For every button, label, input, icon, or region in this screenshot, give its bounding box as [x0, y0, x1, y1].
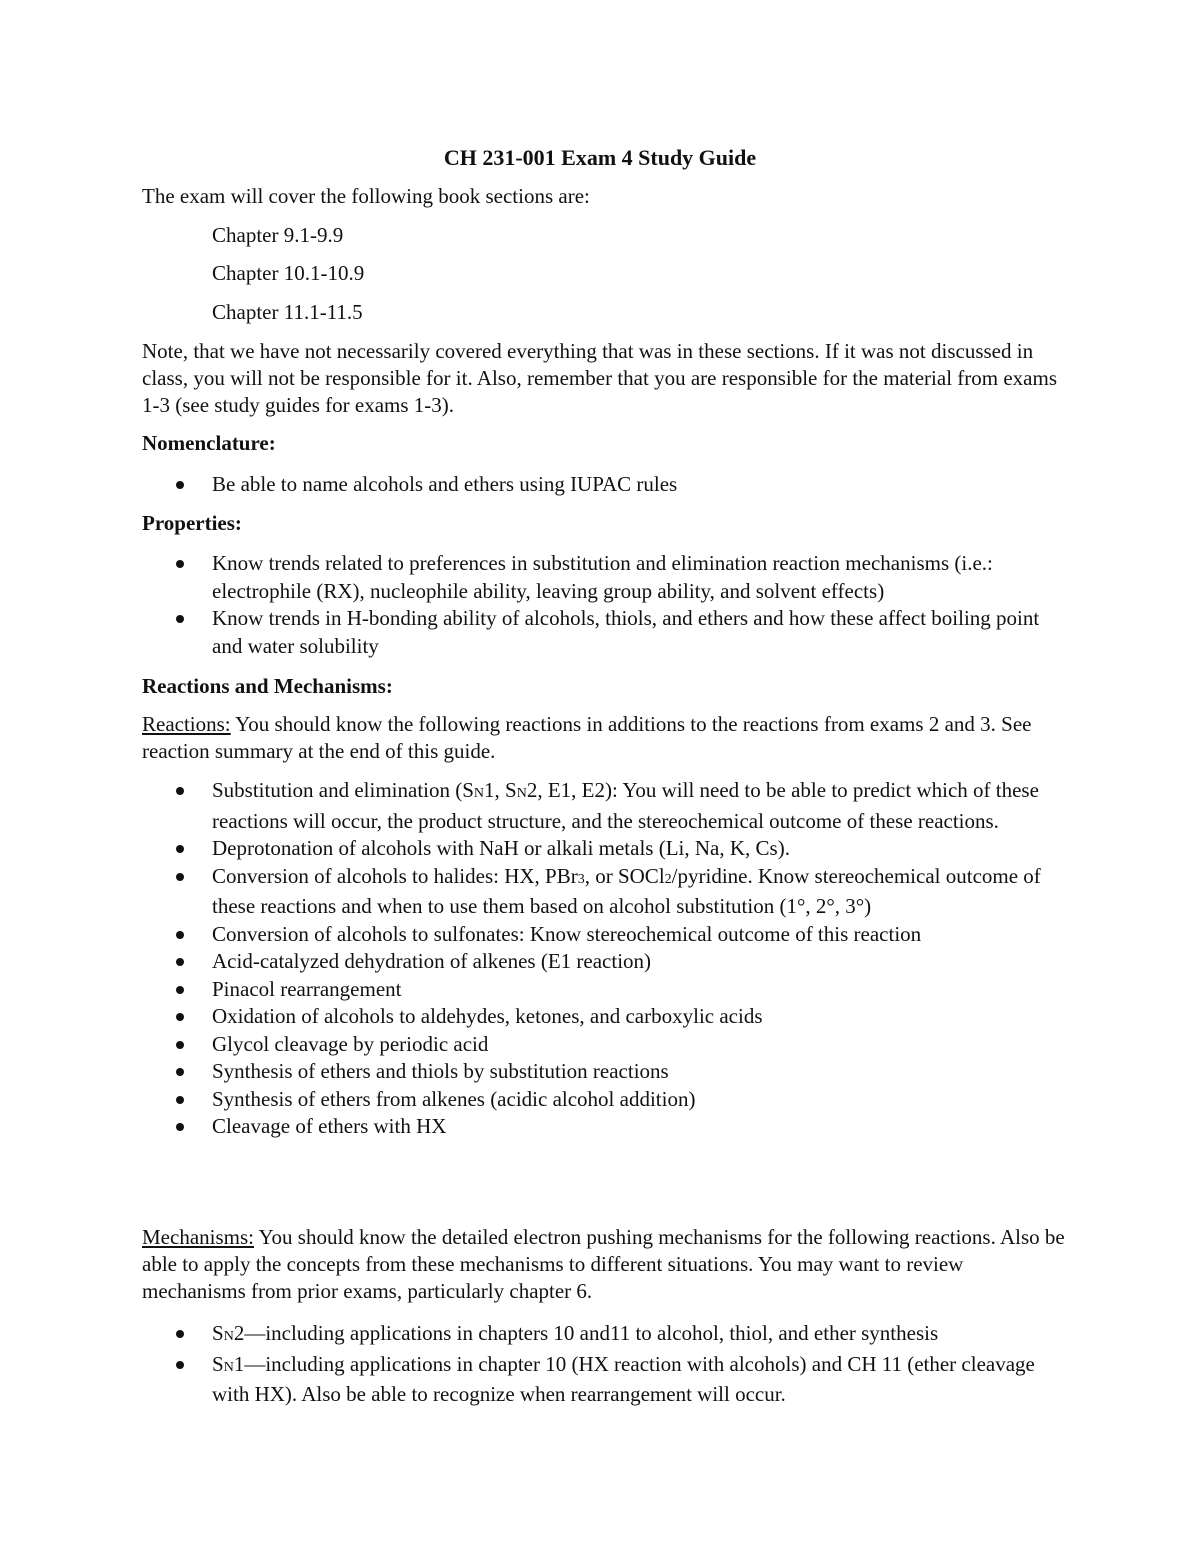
reactions-paragraph: [142, 711, 1067, 765]
list-item: Synthesis of ethers and thiols by substitution reactions: [142, 1058, 1067, 1086]
properties-list: [142, 550, 1067, 660]
note-paragraph: Note, that we have not necessarily covered everything that was in these sections. If it was not discussed in class, you will not be responsible for it. Also, remember that you are responsible for the material from exams 1-3 (see study guides for exams 1-3).: [142, 339, 1058, 417]
list-item: Cleavage of ethers with HX: [142, 1113, 1067, 1141]
chapter-line: Chapter 11.1-11.5: [212, 300, 363, 324]
mechanisms-intro: You should know the detailed electron pushing mechanisms for the following reactions. Also be able to apply the concepts from these mechanisms to different situations. You may want to review mechanisms from prior exams, particularly chapter 6.: [142, 1225, 1065, 1303]
list-item: Know trends in H-bonding ability of alcohols, thiols, and ethers and how these affect boiling point and water solubility: [142, 605, 1067, 660]
list-item: Conversion of alcohols to halides: HX, PBr3, or SOCl2/pyridine. Know stereochemical outcome of these reactions and when to use them based on alcohol substitution (1°, 2°, 3°): [142, 863, 1067, 921]
list-item: Substitution and elimination (SN1, SN2, E1, E2): You will need to be able to predict which of these reactions will occur, the product structure, and the stereochemical outcome of these reactions.: [142, 777, 1067, 835]
list-item: SN2—including applications in chapters 10 and11 to alcohol, thiol, and ether synthesis: [142, 1320, 1067, 1351]
list-item: Conversion of alcohols to sulfonates: Know stereochemical outcome of this reaction: [142, 921, 1067, 949]
list-item: Synthesis of ethers from alkenes (acidic alcohol addition): [142, 1086, 1067, 1114]
list-item: Be able to name alcohols and ethers using IUPAC rules: [142, 471, 1067, 499]
nomenclature-heading: Nomenclature:: [142, 431, 276, 455]
list-item: Deprotonation of alcohols with NaH or alkali metals (Li, Na, K, Cs).: [142, 835, 1067, 863]
list-item: Know trends related to preferences in substitution and elimination reaction mechanisms (i.e.: electrophile (RX), nucleophile ability, leaving group ability, and solvent effects): [142, 550, 1067, 605]
intro-text: The exam will cover the following book sections are:: [142, 184, 590, 208]
list-item: Oxidation of alcohols to aldehydes, ketones, and carboxylic acids: [142, 1003, 1067, 1031]
reactions-label: Reactions:: [142, 712, 231, 736]
chapter-line: Chapter 10.1-10.9: [212, 261, 365, 285]
nomenclature-list: [142, 471, 1067, 499]
properties-heading: Properties:: [142, 511, 242, 535]
reactions-intro: You should know the following reactions in additions to the reactions from exams 2 and 3. See reaction summary at the end of this guide.: [142, 712, 1032, 763]
mechanisms-paragraph: [142, 1224, 1067, 1305]
list-item: Glycol cleavage by periodic acid: [142, 1031, 1067, 1059]
reactions-mechanisms-heading: Reactions and Mechanisms:: [142, 674, 393, 698]
list-item: Acid-catalyzed dehydration of alkenes (E1 reaction): [142, 948, 1067, 976]
reactions-list: [142, 777, 1067, 1141]
page-title: CH 231-001 Exam 4 Study Guide: [443, 145, 757, 170]
chapter-line: Chapter 9.1-9.9: [212, 223, 344, 247]
mechanisms-label: Mechanisms:: [142, 1225, 254, 1249]
list-item: SN1—including applications in chapter 10 (HX reaction with alcohols) and CH 11 (ether cleavage with HX). Also be able to recognize when rearrangement will occur.: [142, 1351, 1067, 1409]
mechanisms-list: [142, 1320, 1067, 1409]
list-item: Pinacol rearrangement: [142, 976, 1067, 1004]
